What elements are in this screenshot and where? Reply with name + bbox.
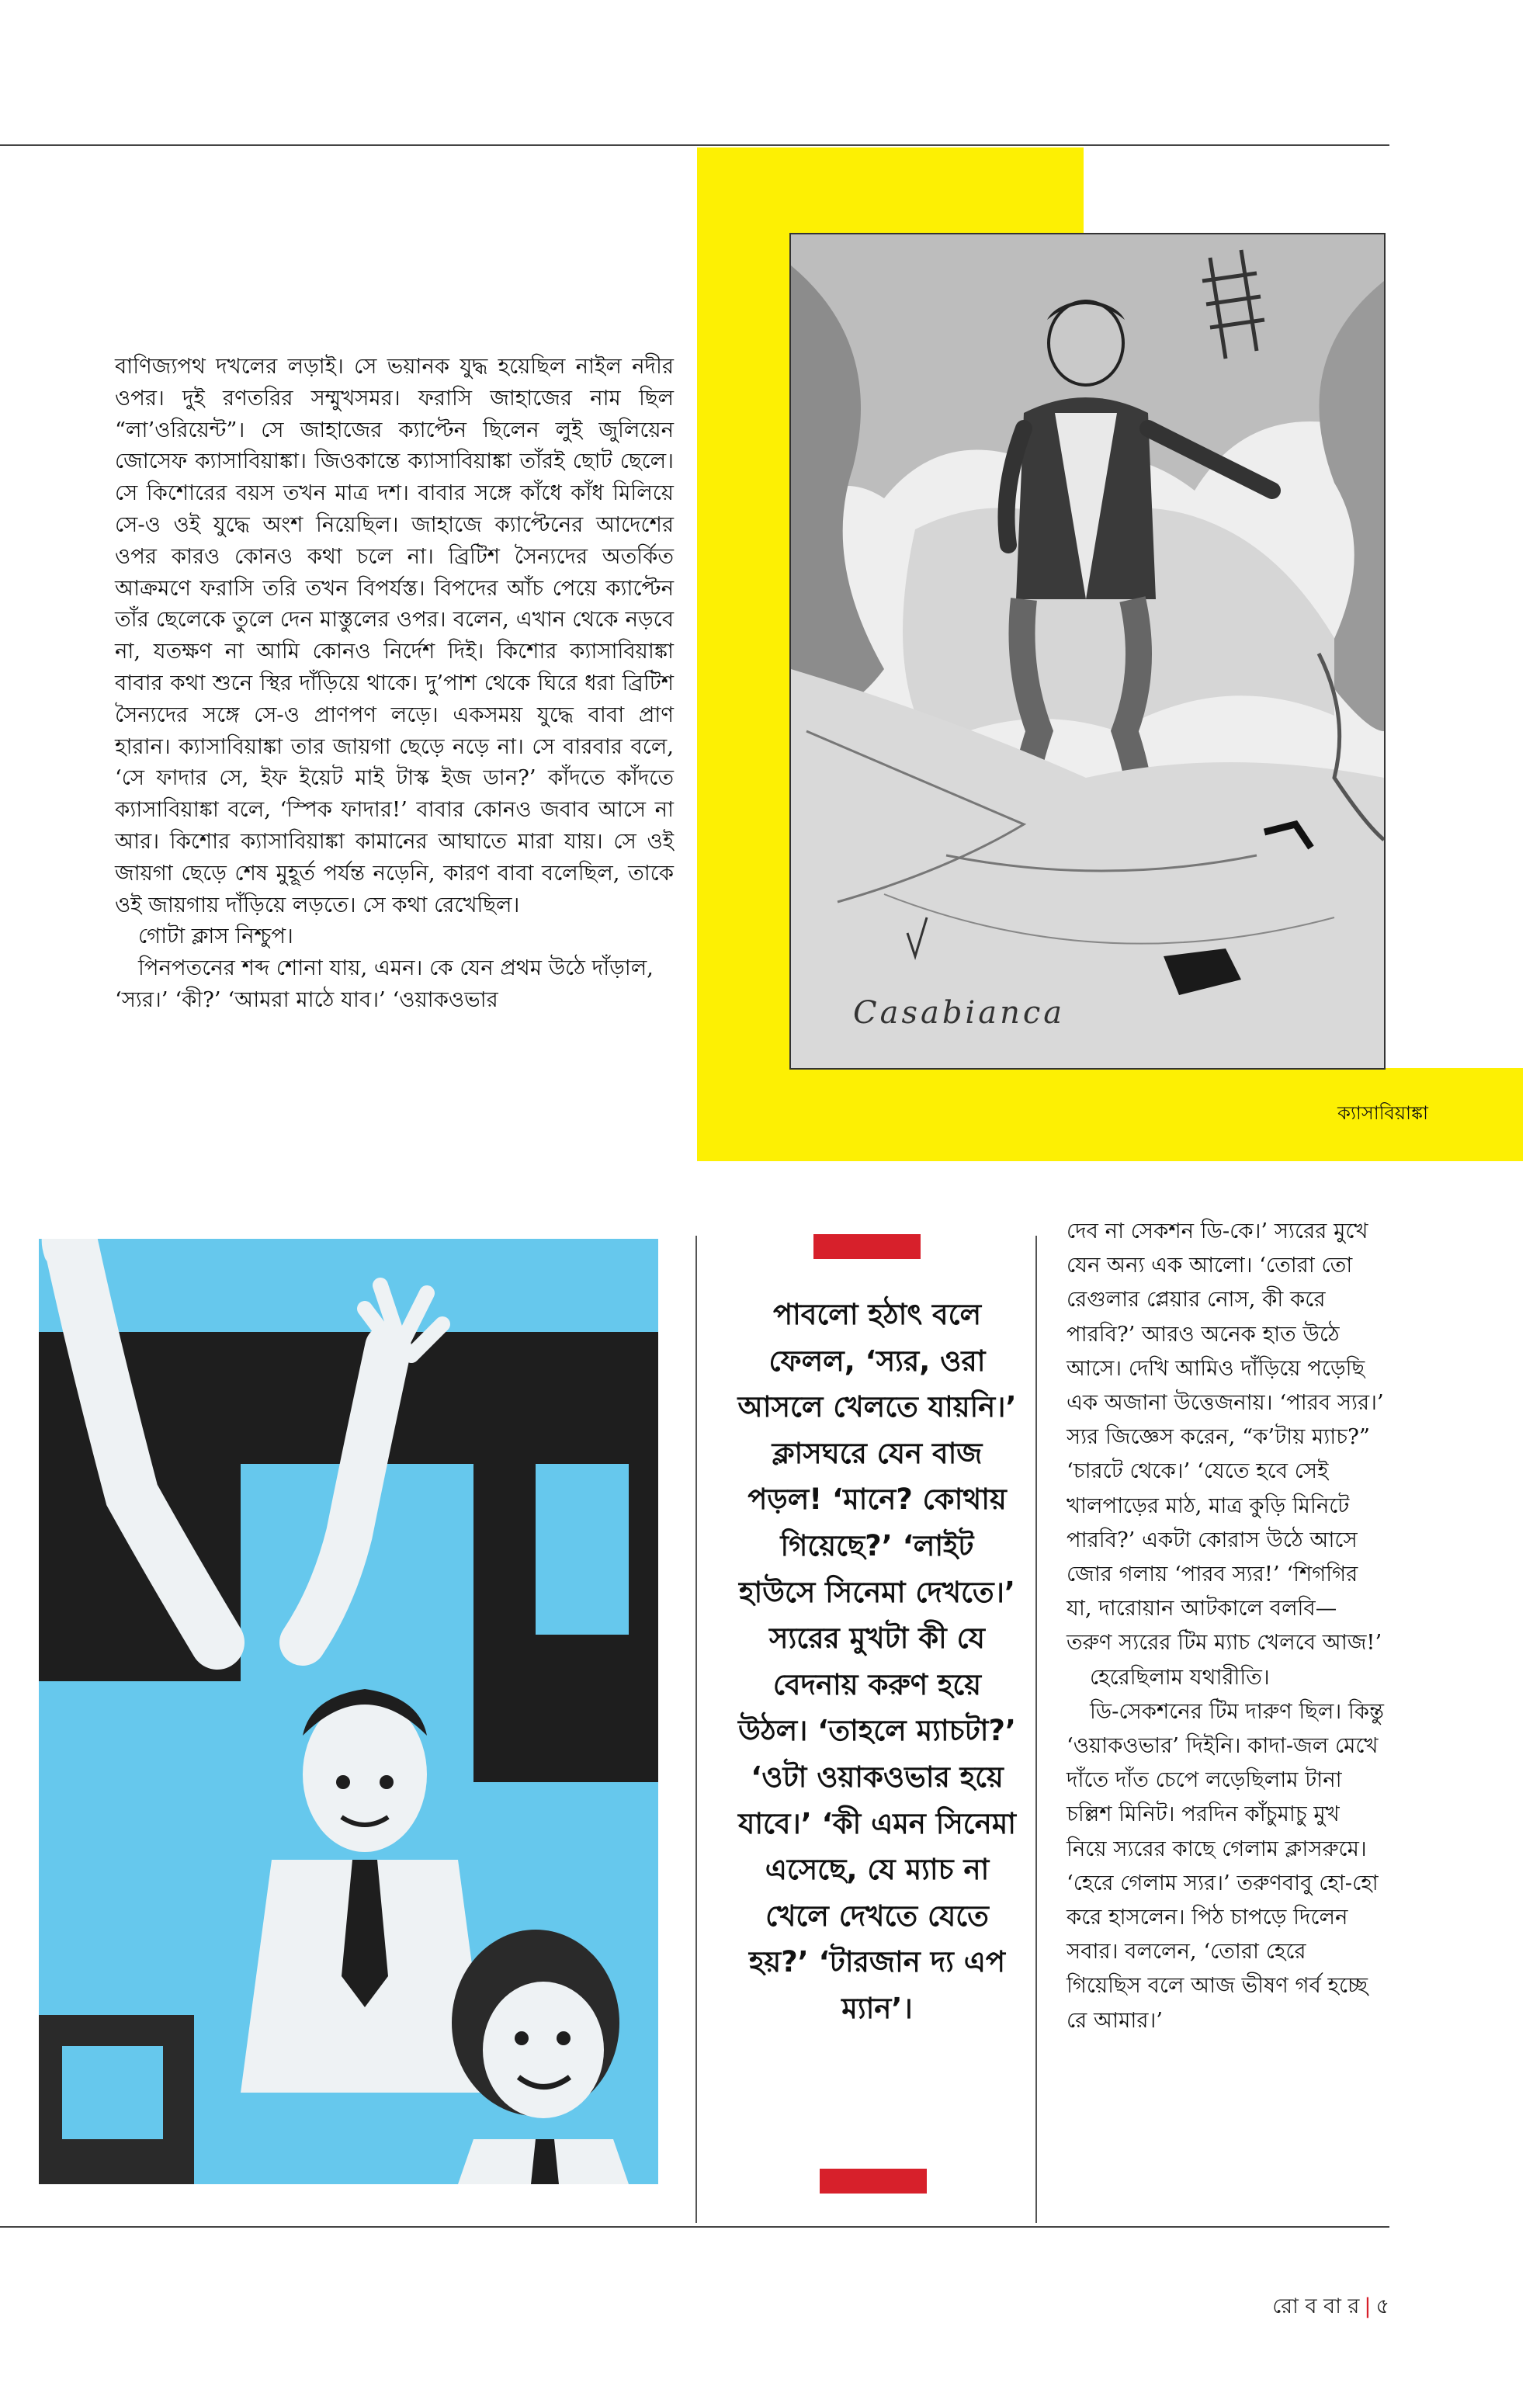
page-footer: [1211, 2290, 1389, 2324]
paragraph: পিনপতনের শব্দ শোনা যায়, এমন। কে যেন প্রথম উঠে দাঁড়াল, ‘স্যর।’ ‘কী?’ ‘আমরা মাঠে যাব।’ ‘ওয়াকওভার: [115, 955, 654, 1012]
magazine-name: রো ব বা র: [1272, 2294, 1360, 2318]
paragraph: বাণিজ্যপথ দখলের লড়াই। সে ভয়ানক যুদ্ধ হয়েছিল নাইল নদীর ওপর। দুই রণতরির সম্মুখসমর। ফরাসি জাহাজের নাম ছিল “লা’ওরিয়েন্ট”। সে জাহাজের ক্যাপ্টেন ছিলেন লুই জুলিয়েন জোসেফ ক্যাসাবিয়াঙ্কা। জিওকান্তে ক্যাসাবিয়াঙ্কা তাঁরই ছোট ছেলে। সে কিশোরের বয়স তখন মাত্র দশ। বাবার সঙ্গে কাঁধে কাঁধ মিলিয়ে সে-ও ওই যুদ্ধে অংশ নিয়েছিল। জাহাজে ক্যাপ্টেনের আদেশের ওপর কারও কোনও কথা চলে না। ব্রিটিশ সৈন্যদের অতর্কিত আক্রমণে ফরাসি তরি তখন বিপর্যস্ত। বিপদের আঁচ পেয়ে ক্যাপ্টেন তাঁর ছেলেকে তুলে দেন মাস্তুলের ওপর। বলেন, এখান থেকে নড়বে না, যতক্ষণ না আমি কোনও নির্দেশ দিই। কিশোর ক্যাসাবিয়াঙ্কা বাবার কথা শুনে স্থির দাঁড়িয়ে থাকে। দু’পাশ থেকে ঘিরে ধরা ব্রিটিশ সৈন্যদের সঙ্গে সে-ও প্রাণপণ লড়ে। একসময় যুদ্ধে বাবা প্রাণ হারান। ক্যাসাবিয়াঙ্কা তার জায়গা ছেড়ে নড়ে না। সে বারবার বলে, ‘সে ফাদার সে, ইফ ইয়েট মাই টাস্ক ইজ ডান?’ কাঁদতে কাঁদতে ক্যাসাবিয়াঙ্কা বলে, ‘স্পিক ফাদার!’ বাবার কোনও জবাব আসে না আর। কিশোর ক্যাসাবিয়াঙ্কা কামানের আঘাতে মারা যায়। সে ওই জায়গা ছেড়ে শেষ মুহূর্ত পর্যন্ত নড়েনি, কারণ বাবা বলেছিল, তাকে ওই জায়গায় দাঁড়িয়ে লড়তে। সে কথা রেখেছিল।: [115, 354, 674, 917]
classroom-photo: [39, 1239, 658, 2184]
paragraph: গোটা ক্লাস নিশ্চুপ।: [138, 924, 293, 949]
casabianca-sketch: [789, 233, 1386, 1070]
paragraph: হেরেছিলাম যথারীতি।: [1090, 1664, 1270, 1690]
pull-quote: পাবলো হঠাৎ বলে ফেলল, ‘স্যর, ওরা আসলে খেলতে যায়নি।’ ক্লাসঘরে যেন বাজ পড়ল! ‘মানে? কোথায় গিয়েছে?’ ‘লাইট হাউসে সিনেমা দেখতে।’ স্যরের মুখটা কী যে বেদনায় করুণ হয়ে উঠল। ‘তাহলে ম্যাচটা?’ ‘ওটা ওয়াকওভার হয়ে যাবে।’ ‘কী এমন সিনেমা এসেছে, যে ম্যাচ না খেলে দেখতে যেতে হয়?’ ‘টারজান দ্য এপ ম্যান’।: [737, 1298, 1017, 2025]
paragraph: ডি-সেকশনের টিম দারুণ ছিল। কিন্তু ‘ওয়াকওভার’ দিইনি। কাদা-জল মেখে দাঁতে দাঁত চেপে লড়েছিলাম টানা চল্লিশ মিনিট। পরদিন কাঁচুমাচু মুখ নিয়ে স্যরের কাছে গেলাম ক্লাসরুমে। ‘হেরে গেলাম স্যর।’ তরুণবাবু হো-হো করে হাসলেন। পিঠ চাপড়ে দিলেন সবার। বললেন, ‘তোরা হেরে গিয়েছিস বলে আজ ভীষণ গর্ব হচ্ছে রে আমার।’: [1067, 1698, 1384, 2033]
page-number: ৫: [1375, 2294, 1389, 2318]
bottom-rule: [0, 2226, 1389, 2228]
article-column-1: [115, 351, 674, 1016]
figure-caption: ক্যাসাবিয়াঙ্কা: [1337, 1102, 1428, 1124]
footer-separator: |: [1364, 2294, 1372, 2318]
article-column-3: [1067, 1214, 1385, 2038]
sketch-signature: Casabianca: [853, 995, 1066, 1031]
pull-quote-marker-top: [813, 1234, 921, 1259]
paragraph: দেব না সেকশন ডি-কে।’ স্যরের মুখে যেন অন্য এক আলো। ‘তোরা তো রেগুলার প্লেয়ার নোস, কী করে পারবি?’ আরও অনেক হাত উঠে আসে। দেখি আমিও দাঁড়িয়ে পড়েছি এক অজানা উত্তেজনায়। ‘পারব স্যর।’ স্যর জিজ্ঞেস করেন, “ক’টায় ম্যাচ?” ‘চারটে থেকে।’ ‘যেতে হবে সেই খালপাড়ের মাঠ, মাত্র কুড়ি মিনিটে পারবি?’ একটা কোরাস উঠে আসে জোর গলায় ‘পারব স্যর!’ ‘শিগগির যা, দারোয়ান আটকালে বলবি— তরুণ স্যরের টিম ম্যাচ খেলবে আজ!’: [1067, 1219, 1384, 1656]
pull-quote-marker-bottom: [820, 2169, 927, 2194]
column-divider: [1035, 1236, 1037, 2223]
top-rule: [0, 144, 1389, 146]
column-divider: [695, 1236, 697, 2223]
